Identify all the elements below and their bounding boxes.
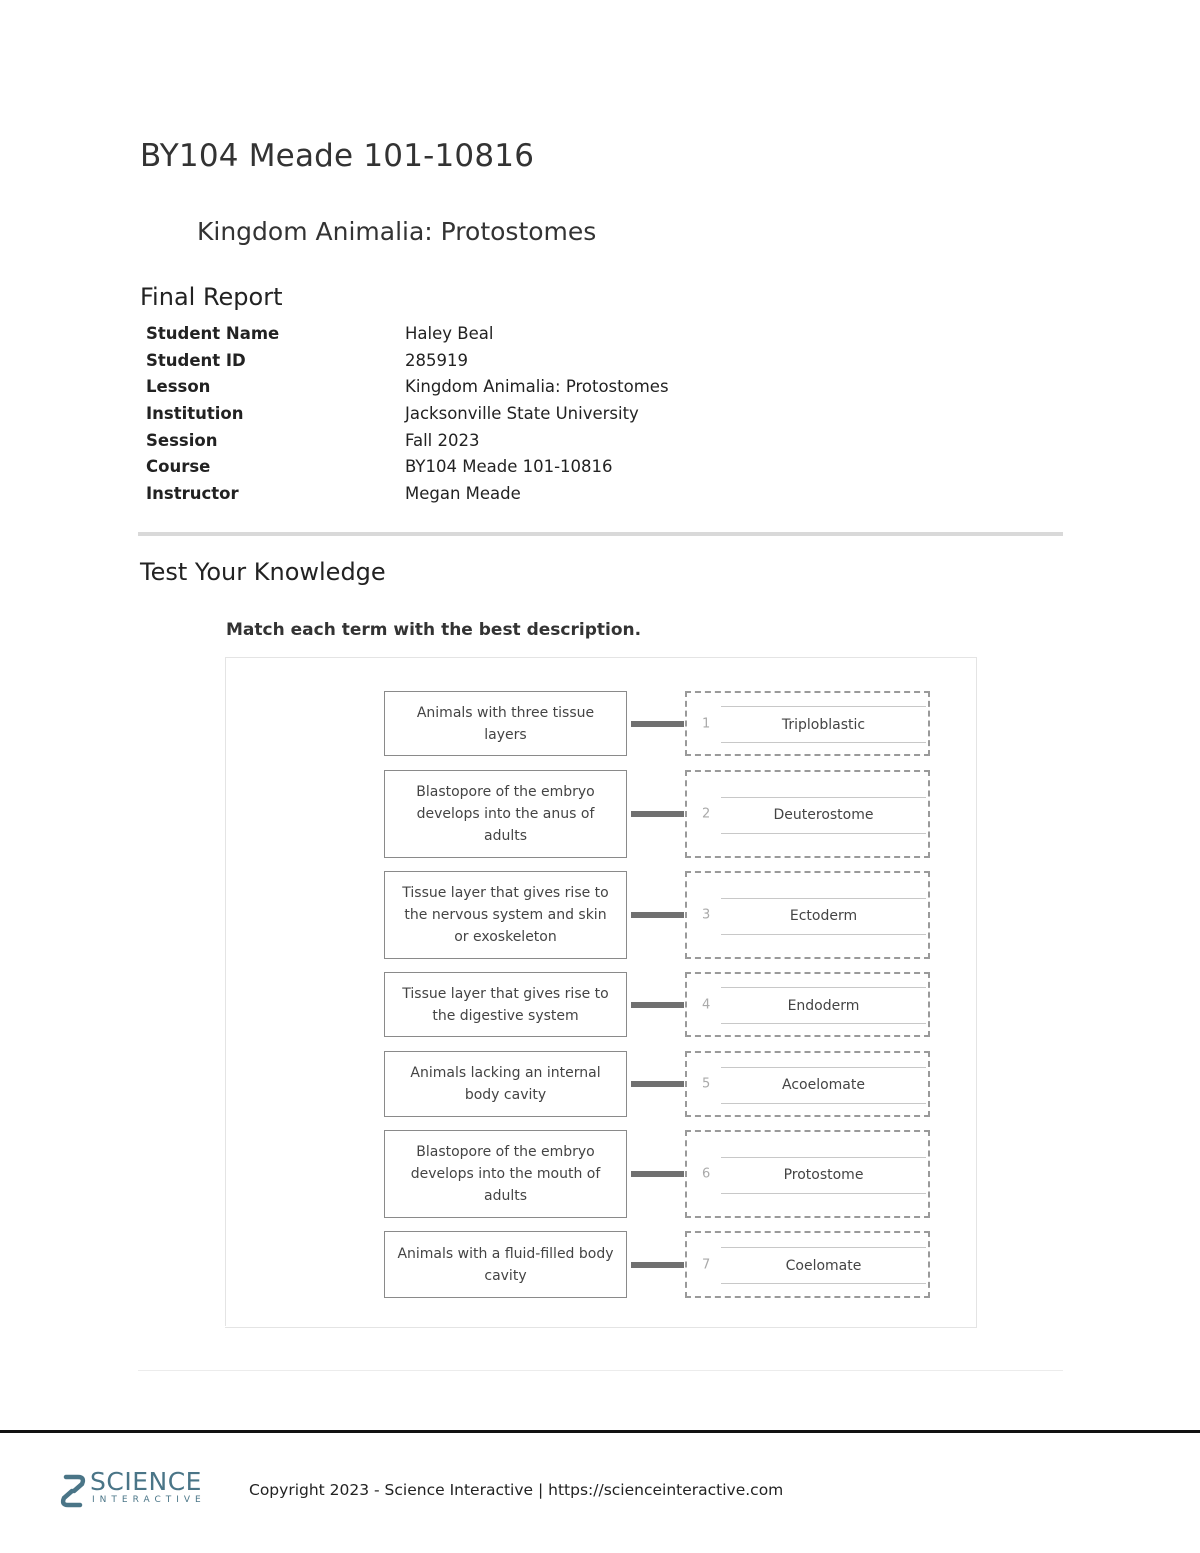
term-card[interactable]: Protostome [721, 1157, 926, 1194]
slot-number: 1 [702, 716, 711, 731]
final-report-heading: Final Report [140, 283, 283, 311]
info-row [146, 373, 669, 400]
info-value: 285919 [405, 350, 468, 370]
info-value: Megan Meade [405, 483, 521, 503]
description-card[interactable]: Animals lacking an internal body cavity [384, 1051, 627, 1117]
description-card[interactable]: Blastopore of the embryo develops into the anus of adults [384, 770, 627, 858]
panel-border-left [225, 657, 226, 1326]
term-card[interactable]: Deuterostome [721, 797, 926, 834]
slot-number: 6 [702, 1166, 711, 1182]
description-card[interactable]: Animals with three tissue layers [384, 691, 627, 756]
info-label: Instructor [146, 483, 239, 503]
term-card[interactable]: Ectoderm [721, 898, 926, 935]
match-connector [631, 1081, 684, 1087]
logo-mark-icon [58, 1471, 88, 1511]
match-pair [384, 1231, 930, 1298]
instruction-text: Match each term with the best description. [226, 620, 642, 640]
description-card[interactable]: Blastopore of the embryo develops into the mouth of adults [384, 1130, 627, 1218]
info-row [146, 400, 669, 427]
student-info-table [146, 320, 669, 507]
copyright-text: Copyright 2023 - Science Interactive | https://scienceinteractive.com [249, 1481, 784, 1499]
slot-number: 2 [702, 806, 711, 822]
description-card[interactable]: Tissue layer that gives rise to the digestive system [384, 972, 627, 1037]
info-row [146, 453, 669, 480]
match-pair [384, 1130, 930, 1218]
drop-slot[interactable] [685, 1231, 930, 1298]
footer-rule [0, 1430, 1200, 1433]
info-label: Lesson [146, 377, 211, 397]
info-label: Course [146, 457, 211, 477]
info-row [146, 427, 669, 454]
course-title: BY104 Meade 101-10816 [140, 138, 535, 174]
term-card[interactable]: Endoderm [721, 987, 926, 1024]
term-card[interactable]: Acoelomate [721, 1067, 926, 1104]
section-divider [138, 532, 1063, 536]
logo-subword: INTERACTIVE [92, 1495, 206, 1505]
match-connector [631, 1171, 684, 1177]
test-knowledge-heading: Test Your Knowledge [140, 558, 386, 586]
info-label: Institution [146, 403, 244, 423]
logo-word: SCIENCE [90, 1467, 202, 1496]
info-label: Session [146, 430, 218, 450]
info-value: Fall 2023 [405, 430, 480, 450]
info-value: BY104 Meade 101-10816 [405, 457, 613, 477]
info-value: Haley Beal [405, 323, 494, 343]
match-connector [631, 811, 684, 817]
info-row [146, 347, 669, 374]
lesson-title: Kingdom Animalia: Protostomes [197, 217, 597, 246]
match-connector [631, 1002, 684, 1008]
drop-slot[interactable] [685, 1051, 930, 1117]
description-card[interactable]: Tissue layer that gives rise to the nervous system and skin or exoskeleton [384, 871, 627, 959]
match-connector [631, 1262, 684, 1268]
info-row [146, 480, 669, 507]
drop-slot[interactable] [685, 691, 930, 756]
drop-slot[interactable] [685, 1130, 930, 1218]
match-pair [384, 691, 930, 756]
info-value: Jacksonville State University [405, 403, 639, 423]
match-pair [384, 1051, 930, 1117]
match-pair [384, 770, 930, 858]
match-connector [631, 721, 684, 727]
slot-number: 4 [702, 997, 711, 1012]
drop-slot[interactable] [685, 770, 930, 858]
description-card[interactable]: Animals with a fluid-filled body cavity [384, 1231, 627, 1298]
info-label: Student ID [146, 350, 246, 370]
science-interactive-logo [58, 1468, 208, 1514]
drop-slot[interactable] [685, 972, 930, 1037]
match-connector [631, 912, 684, 918]
drop-slot[interactable] [685, 871, 930, 959]
term-card[interactable]: Triploblastic [721, 706, 926, 743]
info-value: Kingdom Animalia: Protostomes [405, 377, 669, 397]
slot-number: 7 [702, 1257, 711, 1272]
slot-number: 3 [702, 907, 711, 923]
bottom-divider [138, 1370, 1063, 1371]
info-label: Student Name [146, 323, 280, 343]
term-card[interactable]: Coelomate [721, 1247, 926, 1284]
match-pair [384, 972, 930, 1037]
info-row [146, 320, 669, 347]
slot-number: 5 [702, 1076, 711, 1092]
match-pair [384, 871, 930, 959]
